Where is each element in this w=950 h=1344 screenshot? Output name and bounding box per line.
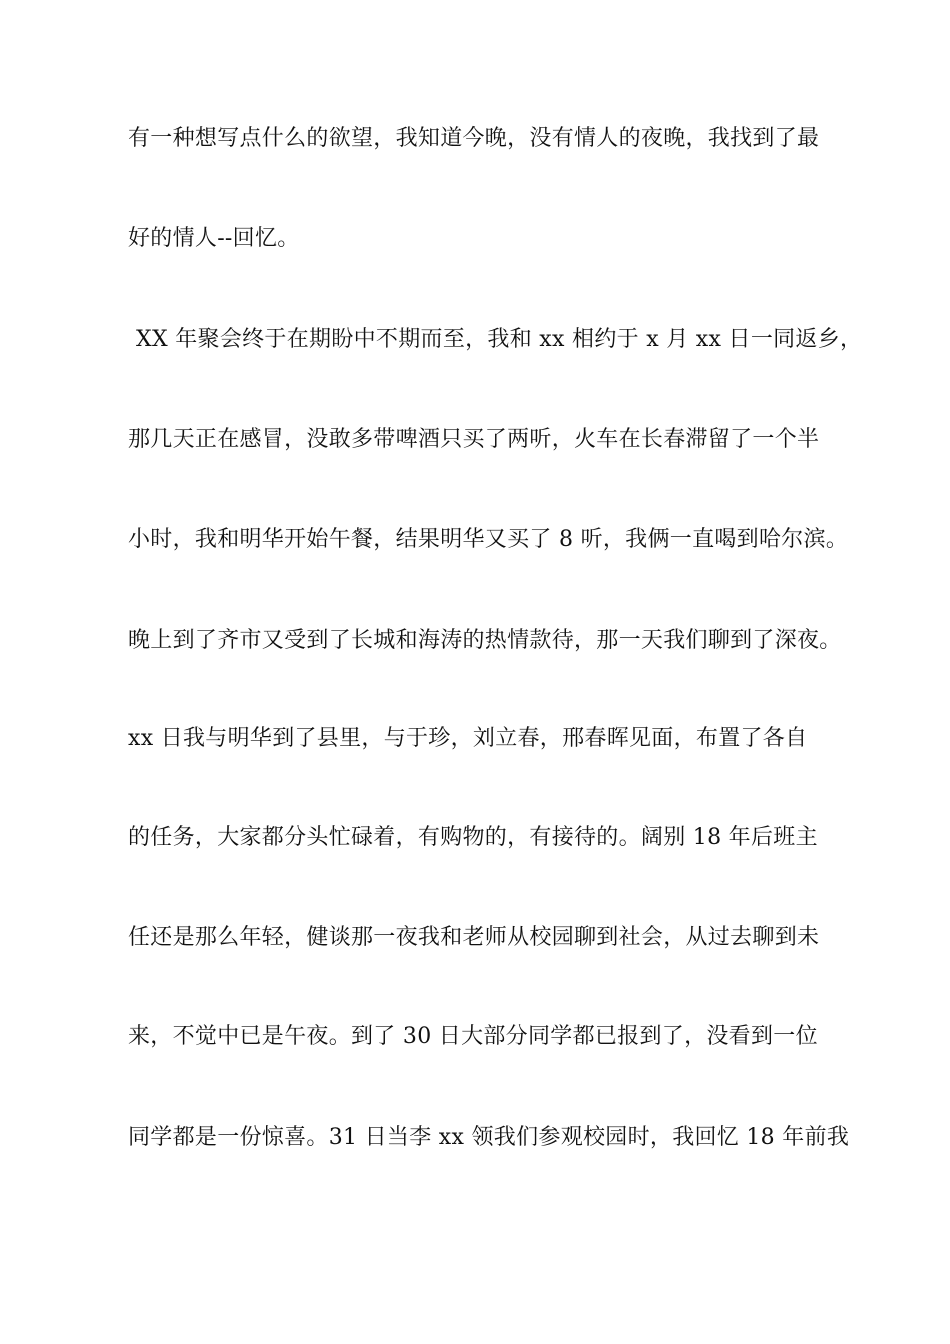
text-line: 好的情人--回忆。 xyxy=(128,226,300,251)
text-line: 同学都是一份惊喜。31 日当李 xx 领我们参观校园时，我回忆 18 年前我 xyxy=(128,1125,850,1150)
text-line: 那几天正在感冒，没敢多带啤酒只买了两听，火车在长春滞留了一个半 xyxy=(128,427,820,452)
text-line: 来，不觉中已是午夜。到了 30 日大部分同学都已报到了，没看到一位 xyxy=(128,1024,818,1049)
text-line: 的任务，大家都分头忙碌着，有购物的，有接待的。阔别 18 年后班主 xyxy=(128,825,818,850)
text-line: 晚上到了齐市又受到了长城和海涛的热情款待，那一天我们聊到了深夜。 xyxy=(128,628,842,653)
text-line: XX 年聚会终于在期盼中不期而至，我和 xx 相约于 x 月 xx 日一同返乡， xyxy=(136,327,863,352)
text-line: xx 日我与明华到了县里，与于珍，刘立春，邢春晖见面，布置了各自 xyxy=(128,726,808,751)
text-line: 小时，我和明华开始午餐，结果明华又买了 8 听，我俩一直喝到哈尔滨。 xyxy=(128,527,849,552)
text-line: 有一种想写点什么的欲望，我知道今晚，没有情人的夜晚，我找到了最 xyxy=(128,126,820,151)
text-line: 任还是那么年轻，健谈那一夜我和老师从校园聊到社会，从过去聊到未 xyxy=(128,925,820,950)
